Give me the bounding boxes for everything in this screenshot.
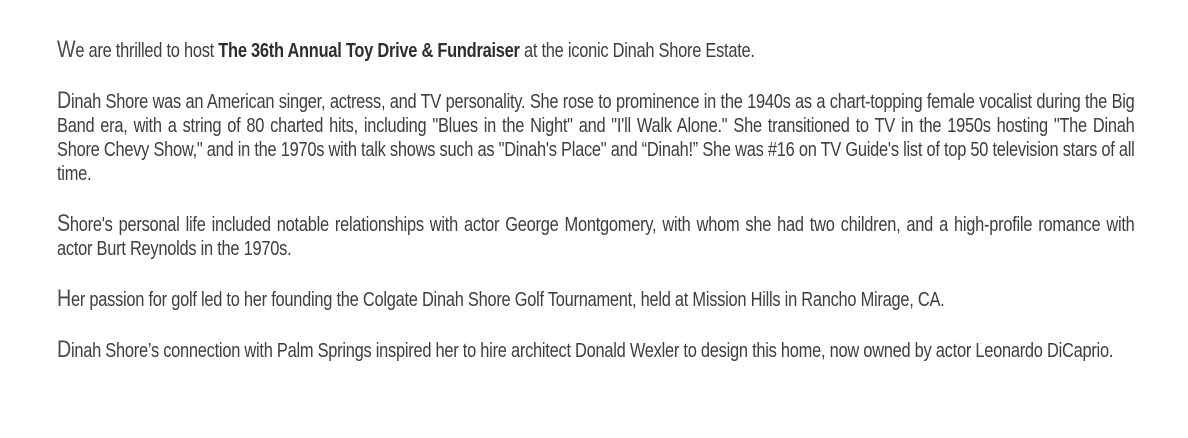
bio-first-letter: D: [57, 87, 71, 114]
home-text: inah Shore’s connection with Palm Springs inspired her to hire architect Donald Wexler to design this home, now owned by actor Leonardo DiCaprio.: [70, 340, 1114, 362]
intro-paragraph: [57, 38, 1135, 63]
golf-first-letter: H: [57, 285, 71, 312]
article-text-block: [57, 38, 1135, 389]
golf-text: er passion for golf led to her founding the Colgate Dinah Shore Golf Tournament, held at Mission Hills in Rancho Mirage, CA.: [70, 289, 945, 311]
personal-life-text: hore's personal life included notable relationships with actor George Montgomery, with whom she had two children, and a high-profile romance with actor Burt Reynolds in the 1970s.: [57, 214, 1135, 260]
home-first-letter: D: [57, 336, 71, 363]
bio-text: inah Shore was an American singer, actress, and TV personality. She rose to prominence in the 1940s as a chart-topping female vocalist during the Big Band era, with a string of 80 charted hits, including "Blues in the Night" and "I'll Walk Alone." She transitioned to TV in the 1950s hosting "The Dinah Shore Chevy Show," and in the 1970s with talk shows such as "Dinah's Place" and “Dinah!” She was #16 on TV Guide's list of top 50 television stars of all time.: [57, 91, 1135, 185]
intro-text-after: at the iconic Dinah Shore Estate.: [519, 40, 755, 62]
personal-life-paragraph: [57, 212, 1135, 261]
personal-life-first-letter: S: [57, 210, 70, 237]
bio-paragraph: [57, 89, 1135, 186]
home-paragraph: [57, 338, 1135, 363]
golf-paragraph: [57, 287, 1135, 312]
intro-first-letter: W: [57, 36, 76, 63]
article-body: [57, 38, 1135, 389]
event-name: The 36th Annual Toy Drive & Fundraiser: [218, 40, 520, 62]
intro-text-before: e are thrilled to host: [75, 40, 219, 62]
